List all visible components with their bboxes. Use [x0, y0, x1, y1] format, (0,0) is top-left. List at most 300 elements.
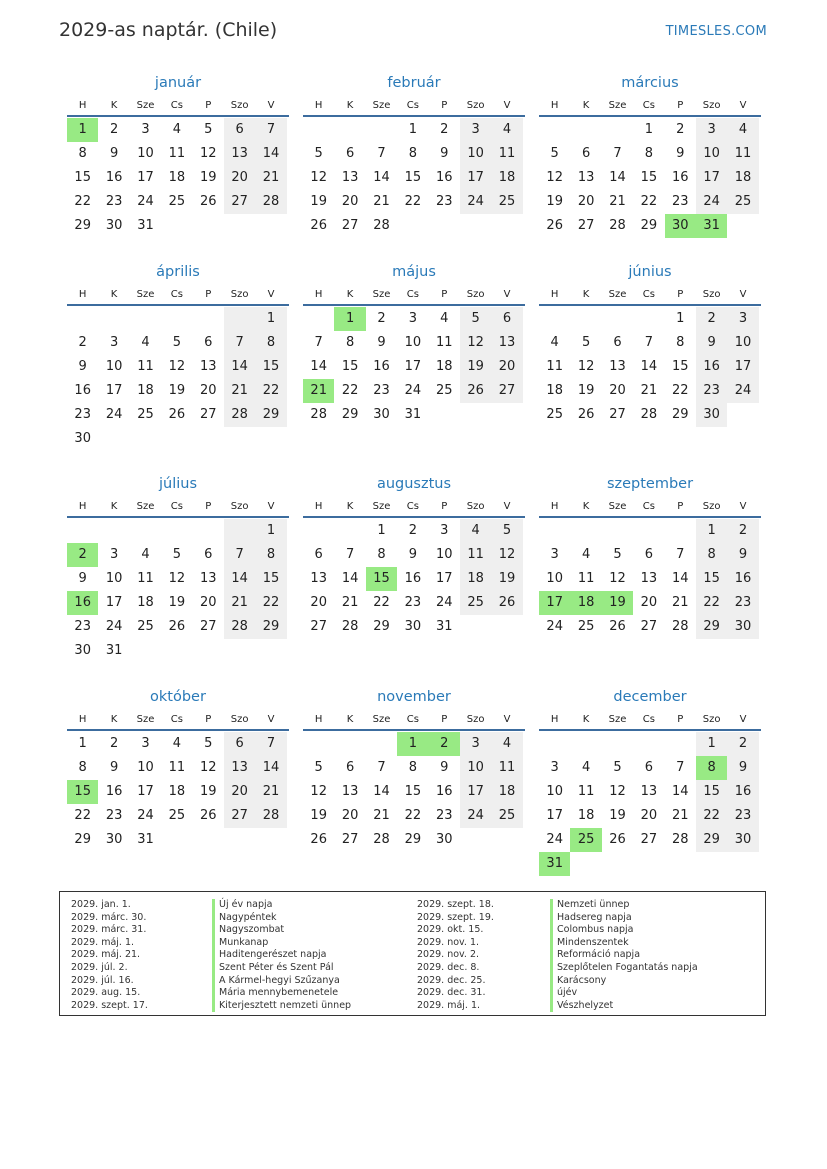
day-cell: 22: [255, 379, 286, 403]
day-cell: 6: [644, 760, 653, 775]
day-cell: 5: [172, 547, 181, 562]
day-cell: 5: [613, 547, 622, 562]
day-cell: 31: [539, 852, 570, 876]
day-cell: 13: [491, 331, 522, 355]
day-cell: 4: [550, 335, 559, 350]
day-cell: 17: [539, 591, 570, 615]
day-cell: 29: [373, 619, 390, 634]
day-cell: 19: [577, 383, 595, 398]
empty-day-cell: [460, 615, 491, 639]
weekday-label: Szo: [702, 714, 721, 725]
day-cell: 3: [141, 736, 150, 751]
day-cell: 17: [435, 571, 453, 586]
weekday-label: Szo: [702, 501, 721, 512]
day-cell: 1: [255, 519, 286, 543]
day-cell: 20: [310, 595, 327, 610]
day-cell: 22: [404, 194, 422, 209]
day-cell: 13: [640, 571, 658, 586]
weekday-label: Cs: [406, 100, 419, 111]
weekday-label: P: [205, 714, 212, 725]
day-cell: 14: [224, 355, 255, 379]
day-cell: 26: [168, 407, 186, 422]
day-cell: 24: [546, 619, 563, 634]
day-cell: 23: [696, 379, 727, 403]
day-cell: 7: [224, 331, 255, 355]
day-cell: 9: [676, 146, 685, 161]
day-cell: 15: [404, 784, 422, 799]
month-block: [539, 687, 761, 876]
weekday-label: P: [677, 289, 684, 300]
empty-day-cell: [303, 519, 334, 543]
day-cell: 14: [255, 142, 286, 166]
empty-day-cell: [161, 214, 192, 238]
day-cell: 5: [204, 122, 213, 137]
empty-day-cell: [727, 852, 758, 876]
weekday-label: P: [677, 100, 684, 111]
legend-holiday-name: újév: [550, 987, 698, 1000]
days-grid: [539, 118, 761, 238]
empty-day-cell: [303, 732, 334, 756]
day-cell: 25: [727, 190, 758, 214]
day-cell: 1: [78, 736, 87, 751]
day-cell: 25: [570, 828, 601, 852]
day-cell: 16: [404, 571, 422, 586]
day-cell: 11: [491, 756, 522, 780]
empty-day-cell: [224, 519, 255, 543]
weekday-label: V: [267, 100, 275, 111]
legend-date: 2029. márc. 30.: [71, 911, 147, 923]
weekday-label: K: [346, 289, 354, 300]
weekday-header: [539, 711, 761, 731]
day-cell: 1: [696, 732, 727, 756]
day-cell: 28: [341, 619, 359, 634]
weekday-header: [67, 97, 289, 117]
days-grid: [67, 732, 289, 852]
legend-date: 2029. okt. 15.: [417, 924, 484, 936]
day-cell: 13: [224, 756, 255, 780]
empty-day-cell: [67, 307, 98, 331]
weekday-label: V: [267, 714, 275, 725]
weekday-label: Cs: [642, 289, 655, 300]
weekday-label: H: [314, 289, 323, 300]
day-cell: 22: [74, 194, 91, 209]
day-cell: 10: [546, 571, 563, 586]
day-cell: 28: [373, 218, 390, 233]
day-cell: 10: [435, 547, 453, 562]
day-cell: 30: [74, 431, 91, 446]
day-cell: 8: [696, 543, 727, 567]
day-cell: 5: [172, 335, 181, 350]
day-cell: 9: [727, 756, 758, 780]
day-cell: 20: [491, 355, 522, 379]
day-cell: 4: [460, 519, 491, 543]
day-cell: 9: [727, 543, 758, 567]
legend-holiday-name: Karácsony: [550, 975, 698, 988]
legend-holiday-name: Munkanap: [212, 937, 351, 950]
weekday-label: V: [503, 100, 511, 111]
day-cell: 21: [640, 383, 658, 398]
day-cell: 26: [168, 619, 186, 634]
day-cell: 8: [676, 335, 685, 350]
day-cell: 11: [435, 335, 453, 350]
day-cell: 28: [671, 619, 689, 634]
empty-day-cell: [539, 519, 570, 543]
weekday-label: Sze: [372, 289, 391, 300]
day-cell: 23: [435, 808, 453, 823]
day-cell: 16: [74, 383, 91, 398]
weekday-label: K: [110, 501, 118, 512]
day-cell: 3: [550, 760, 559, 775]
day-cell: 20: [224, 780, 255, 804]
day-cell: 18: [168, 784, 186, 799]
weekday-header: [539, 286, 761, 306]
day-cell: 15: [640, 170, 658, 185]
weekday-label: V: [739, 100, 747, 111]
day-cell: 22: [671, 383, 689, 398]
day-cell: 7: [613, 146, 622, 161]
day-cell: 24: [137, 808, 154, 823]
month-block: [539, 73, 761, 238]
weekday-label: K: [582, 501, 590, 512]
day-cell: 4: [581, 547, 591, 562]
day-cell: 6: [224, 118, 255, 142]
day-cell: 22: [404, 808, 422, 823]
weekday-label: Szo: [230, 100, 249, 111]
day-cell: 8: [255, 331, 286, 355]
day-cell: 14: [310, 359, 327, 374]
legend-date: 2029. aug. 15.: [71, 987, 141, 999]
weekday-label: P: [677, 714, 684, 725]
day-cell: 2: [109, 122, 119, 137]
weekday-label: P: [441, 100, 448, 111]
day-cell: 30: [696, 403, 727, 427]
weekday-label: Sze: [608, 501, 627, 512]
day-cell: 31: [435, 619, 453, 634]
weekday-label: Sze: [136, 289, 155, 300]
holiday-legend: [59, 891, 766, 1016]
day-cell: 19: [199, 170, 217, 185]
legend-holiday-name: Szeplőtelen Fogantatás napja: [550, 962, 698, 975]
empty-day-cell: [460, 214, 491, 238]
day-cell: 9: [109, 760, 119, 775]
day-cell: 21: [255, 780, 286, 804]
day-cell: 7: [314, 335, 323, 350]
empty-day-cell: [130, 639, 161, 663]
days-grid: [67, 519, 289, 663]
month-name: július: [158, 476, 198, 492]
legend-date: 2029. máj. 21.: [71, 949, 141, 961]
day-cell: 24: [460, 190, 491, 214]
day-cell: 25: [168, 808, 186, 823]
empty-day-cell: [366, 732, 397, 756]
day-cell: 14: [341, 571, 359, 586]
empty-day-cell: [727, 214, 758, 238]
day-cell: 10: [546, 784, 563, 799]
day-cell: 29: [341, 407, 359, 422]
legend-date: 2029. szept. 17.: [71, 999, 148, 1011]
empty-day-cell: [602, 732, 633, 756]
legend-holiday-name: Colombus napja: [550, 924, 698, 937]
day-cell: 28: [373, 832, 390, 847]
day-cell: 18: [546, 383, 563, 398]
weekday-label: K: [346, 100, 354, 111]
legend-holiday-name: Szent Péter és Szent Pál: [212, 962, 351, 975]
day-cell: 12: [310, 784, 327, 799]
day-cell: 25: [577, 619, 595, 634]
day-cell: 9: [109, 146, 119, 161]
day-cell: 3: [408, 311, 417, 326]
day-cell: 10: [137, 146, 154, 161]
legend-date: 2029. dec. 25.: [417, 974, 486, 986]
month-name: január: [154, 75, 202, 91]
day-cell: 28: [310, 407, 327, 422]
day-cell: 28: [255, 190, 286, 214]
day-cell: 17: [696, 166, 727, 190]
day-cell: 2: [440, 122, 449, 137]
empty-day-cell: [539, 307, 570, 331]
day-cell: 7: [676, 547, 685, 562]
day-cell: 5: [613, 760, 622, 775]
day-cell: 9: [78, 571, 87, 586]
day-cell: 11: [137, 359, 154, 374]
day-cell: 20: [577, 194, 595, 209]
day-cell: 26: [546, 218, 563, 233]
day-cell: 10: [105, 571, 123, 586]
legend-date: 2029. júl. 2.: [71, 961, 128, 973]
day-cell: 14: [609, 170, 626, 185]
day-cell: 1: [255, 307, 286, 331]
day-cell: 22: [640, 194, 658, 209]
day-cell: 27: [199, 407, 217, 422]
day-cell: 3: [141, 122, 150, 137]
day-cell: 10: [460, 142, 491, 166]
empty-day-cell: [397, 214, 428, 238]
legend-holiday-name: Kiterjesztett nemzeti ünnep: [212, 1000, 351, 1013]
legend-holiday-name: Haditengerészet napja: [212, 949, 351, 962]
day-cell: 13: [577, 170, 595, 185]
day-cell: 21: [224, 379, 255, 403]
day-cell: 24: [404, 383, 422, 398]
day-cell: 3: [696, 118, 727, 142]
legend-holiday-name: Nemzeti ünnep: [550, 899, 698, 912]
weekday-header: [539, 498, 761, 518]
legend-date: 2029. szept. 19.: [417, 911, 494, 923]
day-cell: 8: [408, 146, 417, 161]
weekday-label: Sze: [136, 714, 155, 725]
month-block: [67, 262, 289, 451]
empty-day-cell: [193, 307, 224, 331]
legend-date: 2029. máj. 1.: [71, 936, 135, 948]
day-cell: 11: [168, 146, 186, 161]
day-cell: 18: [435, 359, 453, 374]
empty-day-cell: [193, 427, 224, 451]
month-name: szeptember: [606, 476, 694, 492]
day-cell: 26: [491, 591, 522, 615]
weekday-label: Sze: [608, 100, 627, 111]
day-cell: 16: [105, 170, 123, 185]
empty-day-cell: [633, 519, 664, 543]
legend-holiday-name: Nagypéntek: [212, 912, 351, 925]
day-cell: 11: [546, 359, 563, 374]
day-cell: 21: [303, 379, 334, 403]
day-cell: 29: [671, 407, 689, 422]
day-cell: 16: [67, 591, 98, 615]
day-cell: 5: [581, 335, 591, 350]
day-cell: 8: [78, 146, 87, 161]
empty-day-cell: [570, 732, 601, 756]
day-cell: 9: [78, 359, 87, 374]
day-cell: 14: [640, 359, 658, 374]
month-name: április: [156, 264, 200, 280]
day-cell: 30: [105, 832, 123, 847]
empty-day-cell: [633, 732, 664, 756]
day-cell: 11: [577, 784, 595, 799]
month-block: [303, 687, 525, 852]
day-cell: 19: [602, 591, 633, 615]
legend-names-right: [550, 899, 698, 1012]
day-cell: 22: [74, 808, 91, 823]
weekday-label: Cs: [406, 289, 419, 300]
day-cell: 1: [397, 732, 428, 756]
weekday-label: Cs: [170, 714, 183, 725]
day-cell: 2: [727, 519, 758, 543]
day-cell: 22: [696, 591, 727, 615]
day-cell: 10: [696, 142, 727, 166]
day-cell: 30: [665, 214, 696, 238]
weekday-header: [303, 711, 525, 731]
empty-day-cell: [570, 852, 601, 876]
weekday-label: K: [582, 100, 590, 111]
day-cell: 20: [640, 808, 658, 823]
legend-names-left: [212, 899, 351, 1012]
day-cell: 23: [435, 194, 453, 209]
day-cell: 18: [460, 567, 491, 591]
days-grid: [539, 307, 761, 427]
day-cell: 7: [644, 335, 653, 350]
day-cell: 2: [67, 543, 98, 567]
day-cell: 13: [341, 784, 359, 799]
day-cell: 31: [696, 214, 727, 238]
month-name: május: [392, 264, 436, 280]
day-cell: 27: [199, 619, 217, 634]
day-cell: 1: [377, 523, 386, 538]
day-cell: 16: [373, 359, 390, 374]
day-cell: 16: [671, 170, 689, 185]
weekday-label: Cs: [642, 714, 655, 725]
day-cell: 18: [168, 170, 186, 185]
day-cell: 30: [727, 615, 758, 639]
day-cell: 5: [314, 146, 323, 161]
day-cell: 11: [137, 571, 154, 586]
month-block: [67, 73, 289, 238]
day-cell: 16: [435, 784, 453, 799]
weekday-label: K: [582, 714, 590, 725]
day-cell: 29: [74, 218, 91, 233]
weekday-label: Sze: [372, 714, 391, 725]
weekday-label: Cs: [170, 289, 183, 300]
day-cell: 6: [581, 146, 591, 161]
days-grid: [67, 118, 289, 238]
empty-day-cell: [696, 852, 727, 876]
month-block: [67, 687, 289, 852]
day-cell: 23: [74, 407, 91, 422]
day-cell: 18: [137, 595, 154, 610]
day-cell: 12: [577, 359, 595, 374]
day-cell: 1: [676, 311, 685, 326]
day-cell: 26: [199, 808, 217, 823]
day-cell: 20: [341, 194, 359, 209]
empty-day-cell: [161, 639, 192, 663]
day-cell: 16: [105, 784, 123, 799]
day-cell: 12: [199, 146, 217, 161]
day-cell: 30: [727, 828, 758, 852]
day-cell: 23: [373, 383, 390, 398]
weekday-label: K: [110, 100, 118, 111]
weekday-label: Cs: [406, 501, 419, 512]
day-cell: 12: [168, 359, 186, 374]
legend-holiday-name: A Kármel-hegyi Szűzanya: [212, 975, 351, 988]
empty-day-cell: [570, 307, 601, 331]
days-grid: [303, 519, 525, 639]
weekday-header: [303, 286, 525, 306]
weekday-label: V: [739, 289, 747, 300]
legend-date: 2029. nov. 1.: [417, 936, 480, 948]
day-cell: 20: [224, 166, 255, 190]
day-cell: 29: [696, 828, 727, 852]
page-title: 2029-as naptár. (Chile): [59, 19, 278, 41]
weekday-label: V: [503, 289, 511, 300]
weekday-label: K: [346, 501, 354, 512]
day-cell: 13: [341, 170, 359, 185]
weekday-label: H: [314, 100, 323, 111]
day-cell: 22: [373, 595, 390, 610]
day-cell: 16: [727, 780, 758, 804]
day-cell: 6: [204, 547, 213, 562]
empty-day-cell: [665, 732, 696, 756]
day-cell: 25: [546, 407, 563, 422]
day-cell: 23: [74, 619, 91, 634]
empty-day-cell: [193, 639, 224, 663]
weekday-label: V: [267, 501, 275, 512]
day-cell: 9: [696, 331, 727, 355]
weekday-label: K: [346, 714, 354, 725]
empty-day-cell: [193, 214, 224, 238]
weekday-label: Sze: [136, 501, 155, 512]
day-cell: 20: [341, 808, 359, 823]
empty-day-cell: [130, 307, 161, 331]
weekday-label: V: [503, 501, 511, 512]
day-cell: 7: [224, 543, 255, 567]
day-cell: 29: [74, 832, 91, 847]
empty-day-cell: [161, 307, 192, 331]
weekday-label: H: [314, 714, 323, 725]
weekday-label: P: [441, 501, 448, 512]
day-cell: 27: [577, 218, 595, 233]
weekday-label: Szo: [702, 100, 721, 111]
day-cell: 30: [435, 832, 453, 847]
day-cell: 27: [310, 619, 327, 634]
day-cell: 13: [199, 359, 217, 374]
empty-day-cell: [429, 403, 460, 427]
day-cell: 18: [491, 780, 522, 804]
day-cell: 21: [671, 595, 689, 610]
day-cell: 8: [377, 547, 386, 562]
empty-day-cell: [602, 307, 633, 331]
empty-day-cell: [161, 828, 192, 852]
empty-day-cell: [98, 307, 129, 331]
brand-link[interactable]: TIMESLES.COM: [665, 24, 767, 39]
days-grid: [303, 307, 525, 427]
